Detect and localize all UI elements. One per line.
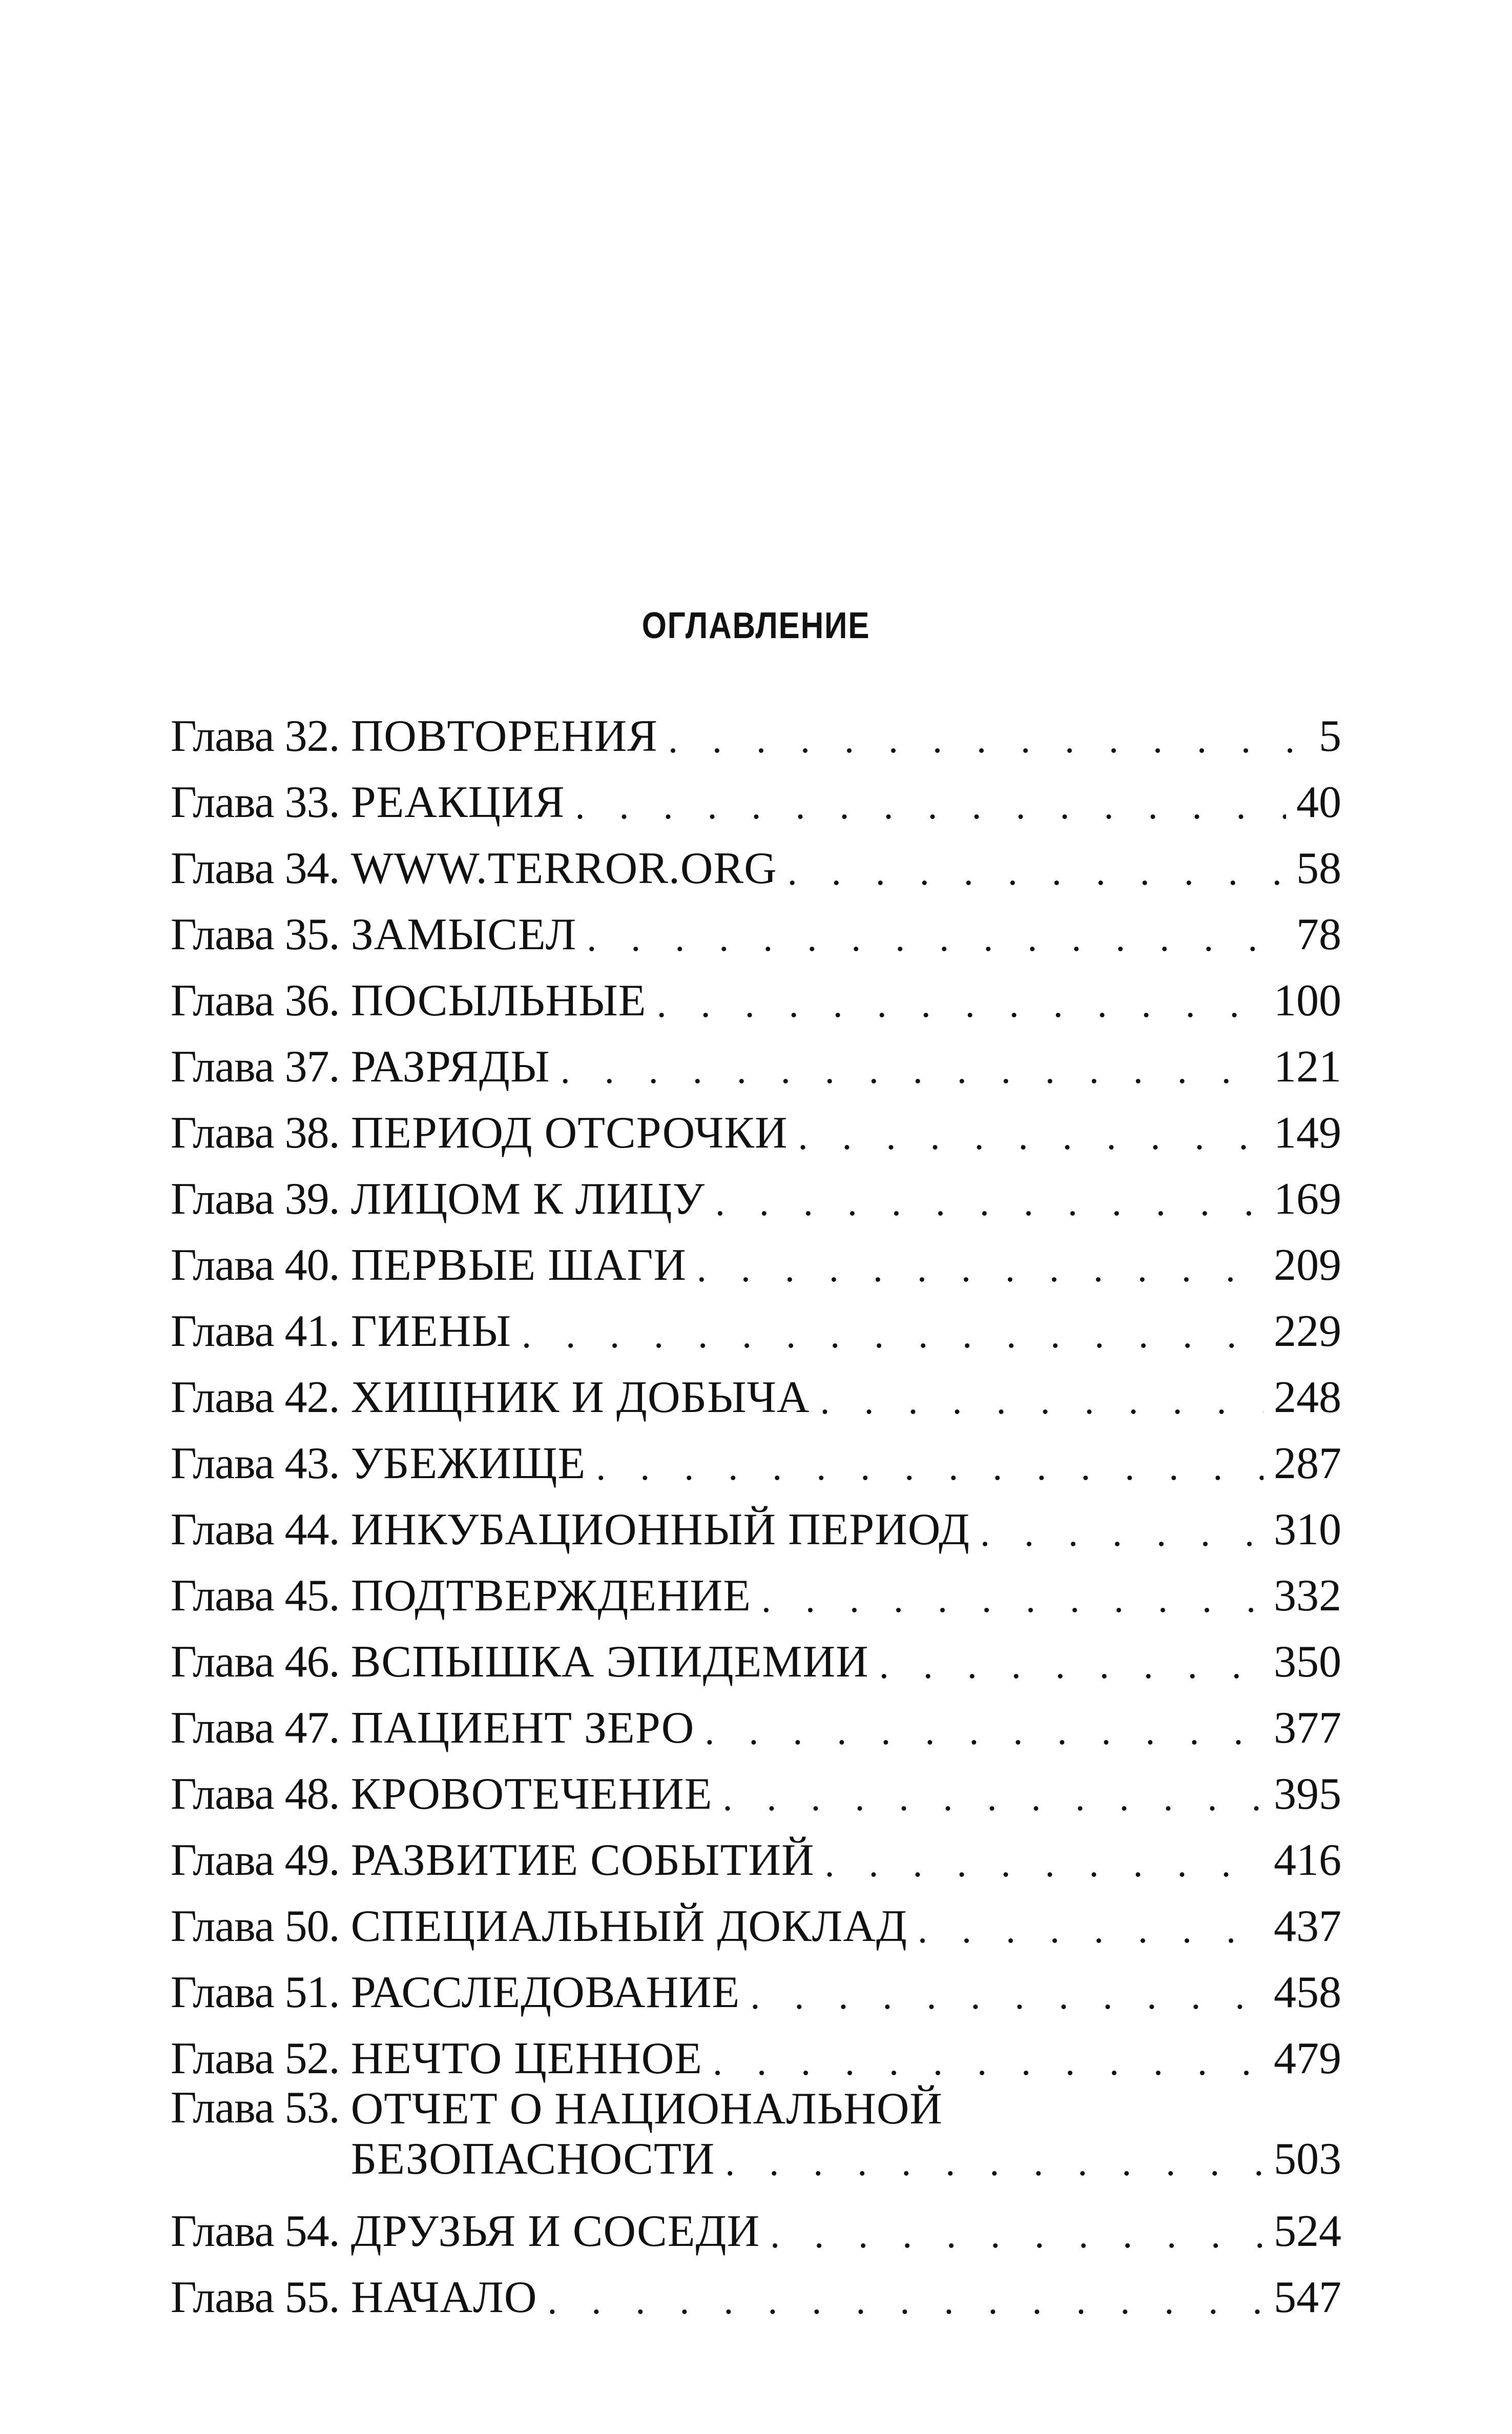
leader-dots [879,1646,1264,1685]
chapter-number: Глава 44. [171,1505,340,1555]
page-number: 5 [1319,711,1341,761]
toc-entry-48[interactable] [171,1751,1341,1817]
leader-dots [798,1117,1264,1156]
chapter-title: ХИЩНИК И ДОБЫЧА [350,1373,810,1422]
chapter-body [350,2206,1341,2256]
toc-entry-47[interactable] [171,1685,1341,1751]
chapter-body [350,1835,1341,1885]
page-number: 100 [1274,976,1341,1026]
page-number: 350 [1274,1637,1341,1687]
chapter-title: УБЕЖИЩЕ [350,1439,586,1488]
leader-dots [820,1381,1264,1420]
page-number: 479 [1274,2034,1341,2083]
leader-dots [522,1315,1264,1354]
chapter-body [350,711,1341,761]
leader-dots [788,852,1286,891]
page-number: 78 [1296,910,1341,959]
leader-dots [697,1249,1264,1288]
toc-entry-37[interactable] [171,1024,1341,1090]
toc-entry-38[interactable] [171,1090,1341,1156]
chapter-number: Глава 34. [171,844,340,893]
chapter-title-line [351,1573,1341,1619]
leader-dots [587,918,1286,957]
chapter-number: Глава 50. [171,1901,340,1951]
leader-dots [825,1844,1264,1883]
leader-dots [596,1447,1264,1486]
chapter-body [351,912,1341,957]
toc-entry-49[interactable] [171,1817,1341,1883]
chapter-title: СПЕЦИАЛЬНЫЙ ДОКЛАД [350,1901,907,1951]
chapter-title: НЕЧТО ЦЕННОЕ [350,2034,703,2083]
chapter-title-line [351,2275,1341,2320]
page-number: 395 [1274,1769,1341,1819]
chapter-body [351,978,1341,1024]
chapter-title-line [351,1375,1341,1420]
chapter-number: Глава 40. [171,1240,340,1290]
toc-entry-40[interactable] [171,1222,1341,1288]
page-number: 229 [1274,1306,1341,1356]
chapter-body [350,1703,1341,1753]
chapter-number: Глава 36. [171,976,340,1026]
chapter-body [351,2081,1341,2182]
toc-heading: ОГЛАВЛЕНИЕ [641,605,871,646]
toc-entry-41[interactable] [171,1288,1341,1354]
chapter-title-line [351,2036,1341,2081]
page-number: 58 [1296,844,1341,893]
page-number: 287 [1274,1439,1341,1488]
page-number: 209 [1274,1240,1341,1290]
chapter-body [351,1970,1341,2015]
toc-entry-43[interactable] [171,1420,1341,1486]
page-number: 149 [1274,1108,1341,1158]
chapter-number: Глава 55. [171,2273,340,2322]
chapter-number: Глава 33. [171,778,340,827]
chapter-title: ВСПЫШКА ЭПИДЕМИИ [350,1637,869,1687]
chapter-body [350,1108,1341,1158]
toc-entry-53[interactable] [171,2081,1341,2188]
chapter-title: ПАЦИЕНТ ЗЕРО [350,1703,695,1753]
leader-dots [561,1051,1264,1090]
chapter-title-line [350,711,1341,761]
chapter-number: Глава 52. [171,2034,340,2083]
chapter-number: Глава 48. [171,1769,340,1819]
chapter-title: РАЗВИТИЕ СОБЫТИЙ [350,1835,815,1885]
chapter-number: Глава 39. [171,1174,340,1224]
chapter-title-line [350,1042,1341,1092]
chapter-number: Глава 35. [171,910,340,959]
page-number: 547 [1274,2273,1341,2322]
leader-dots [657,985,1264,1024]
chapter-body [350,1306,1341,1356]
toc-entry-39[interactable] [171,1156,1341,1222]
chapter-number: Глава 51. [171,1968,340,2017]
toc-entry-44[interactable] [171,1486,1341,1555]
chapter-title-line [350,1108,1341,1158]
chapter-body [351,1573,1341,1619]
toc-entry-50[interactable] [171,1883,1341,1949]
chapter-title-line [351,780,1341,825]
chapter-body [351,846,1341,891]
chapter-title-line [350,1703,1341,1753]
leader-dots [575,786,1286,825]
chapter-number: Глава 53. [171,2083,340,2133]
toc-entry-35[interactable] [171,891,1341,957]
page-number: 524 [1274,2206,1341,2256]
chapter-title: БЕЗОПАСНОСТИ [350,2134,715,2184]
chapter-number: Глава 45. [171,1571,340,1621]
page-number: 332 [1274,1571,1341,1621]
chapter-title: РЕАКЦИЯ [350,778,565,827]
toc-entry-32[interactable] [171,693,1341,759]
page-number: 416 [1274,1835,1341,1885]
chapter-body [350,1042,1341,1092]
chapter-title-line [350,1835,1341,1885]
chapter-title: ИНКУБАЦИОННЫЙ ПЕРИОД [350,1505,970,1555]
chapter-title: ЗАМЫСЕЛ [350,910,577,959]
chapter-title: КРОВОТЕЧЕНИЕ [350,1769,713,1819]
chapter-title: ГИЕНЫ [350,1306,512,1356]
toc-entry-34[interactable] [171,825,1341,891]
leader-dots [980,1513,1264,1552]
chapter-title-line [351,1970,1341,2015]
toc-entry-52[interactable] [171,2015,1341,2081]
chapter-title: РАЗРЯДЫ [350,1042,550,1092]
chapter-body [351,2275,1341,2320]
chapter-title: НАЧАЛО [350,2273,537,2322]
chapter-title-line [350,1901,1341,1951]
chapter-number: Глава 54. [171,2206,340,2256]
leader-dots [547,2281,1264,2320]
chapter-title-line [351,912,1341,957]
chapter-title-line [350,1174,1341,1224]
leader-dots [713,2042,1264,2081]
chapter-number: Глава 46. [171,1637,340,1687]
chapter-title: ПОСЫЛЬНЫЕ [350,976,647,1026]
page-number: 503 [1274,2134,1341,2184]
chapter-body [350,1174,1341,1224]
leader-dots [715,1183,1264,1222]
toc-entry-51[interactable] [171,1949,1341,2015]
chapter-number: Глава 42. [171,1373,340,1422]
page-number: 437 [1274,1901,1341,1951]
chapter-title-first-line: ОТЧЕТ О НАЦИОНАЛЬНОЙ [350,2084,943,2134]
toc-entry-55[interactable] [171,2254,1341,2320]
toc-entry-45[interactable] [171,1552,1341,1619]
page-number: 377 [1274,1703,1341,1753]
chapter-body [351,780,1341,825]
chapter-body [350,1505,1341,1555]
leader-dots [723,1778,1264,1817]
chapter-title-line [351,2132,1341,2182]
chapter-body [350,1769,1341,1819]
leader-dots [750,1976,1264,2015]
leader-dots [725,2143,1264,2182]
page-number: 169 [1274,1174,1341,1224]
chapter-title-line [351,978,1341,1024]
chapter-body [351,1441,1341,1486]
chapter-title: WWW.TERROR.ORG [350,844,777,893]
chapter-title-line [350,1505,1341,1555]
chapter-title-line [351,1441,1341,1486]
toc-entry-46[interactable] [171,1619,1341,1685]
chapter-number: Глава 41. [171,1306,340,1356]
chapter-title: РАССЛЕДОВАНИЕ [350,1968,740,2017]
chapter-number: Глава 43. [171,1439,340,1488]
page-number: 248 [1274,1373,1341,1422]
chapter-title: ПЕРВЫЕ ШАГИ [350,1240,687,1290]
toc-entry-33[interactable] [171,759,1341,825]
chapter-title-line [351,846,1341,891]
chapter-body [350,1240,1341,1290]
chapter-title: ПОВТОРЕНИЯ [350,711,658,761]
toc-entry-36[interactable] [171,957,1341,1024]
chapter-body [351,2036,1341,2081]
chapter-title-line [350,1306,1341,1356]
chapter-number: Глава 37. [171,1042,340,1092]
chapter-title-line [350,1637,1341,1687]
chapter-title: ПЕРИОД ОТСРОЧКИ [350,1108,788,1158]
chapter-title-line [350,1240,1341,1290]
chapter-number: Глава 47. [171,1703,340,1753]
page-number: 40 [1296,778,1341,827]
toc-list [171,693,1341,2320]
chapter-number: Глава 49. [171,1835,340,1885]
toc-entry-42[interactable] [171,1354,1341,1420]
leader-dots [918,1910,1264,1949]
chapter-title-line [350,2206,1341,2256]
chapter-title: ЛИЦОМ К ЛИЦУ [350,1174,705,1224]
leader-dots [668,720,1300,759]
chapter-body [351,1375,1341,1420]
chapter-body [350,1637,1341,1687]
page-number: 458 [1274,1968,1341,2017]
leader-dots [770,2215,1264,2254]
chapter-number: Глава 38. [171,1108,340,1158]
chapter-body [350,1901,1341,1951]
toc-entry-54[interactable] [171,2188,1341,2254]
chapter-number: Глава 32. [171,711,340,761]
leader-dots [705,1712,1264,1751]
page-number: 310 [1274,1505,1341,1555]
page-number: 121 [1274,1042,1341,1092]
leader-dots [761,1580,1264,1619]
chapter-title: ПОДТВЕРЖДЕНИЕ [350,1571,751,1621]
chapter-title: ДРУЗЬЯ И СОСЕДИ [350,2206,760,2256]
chapter-title-line [350,1769,1341,1819]
